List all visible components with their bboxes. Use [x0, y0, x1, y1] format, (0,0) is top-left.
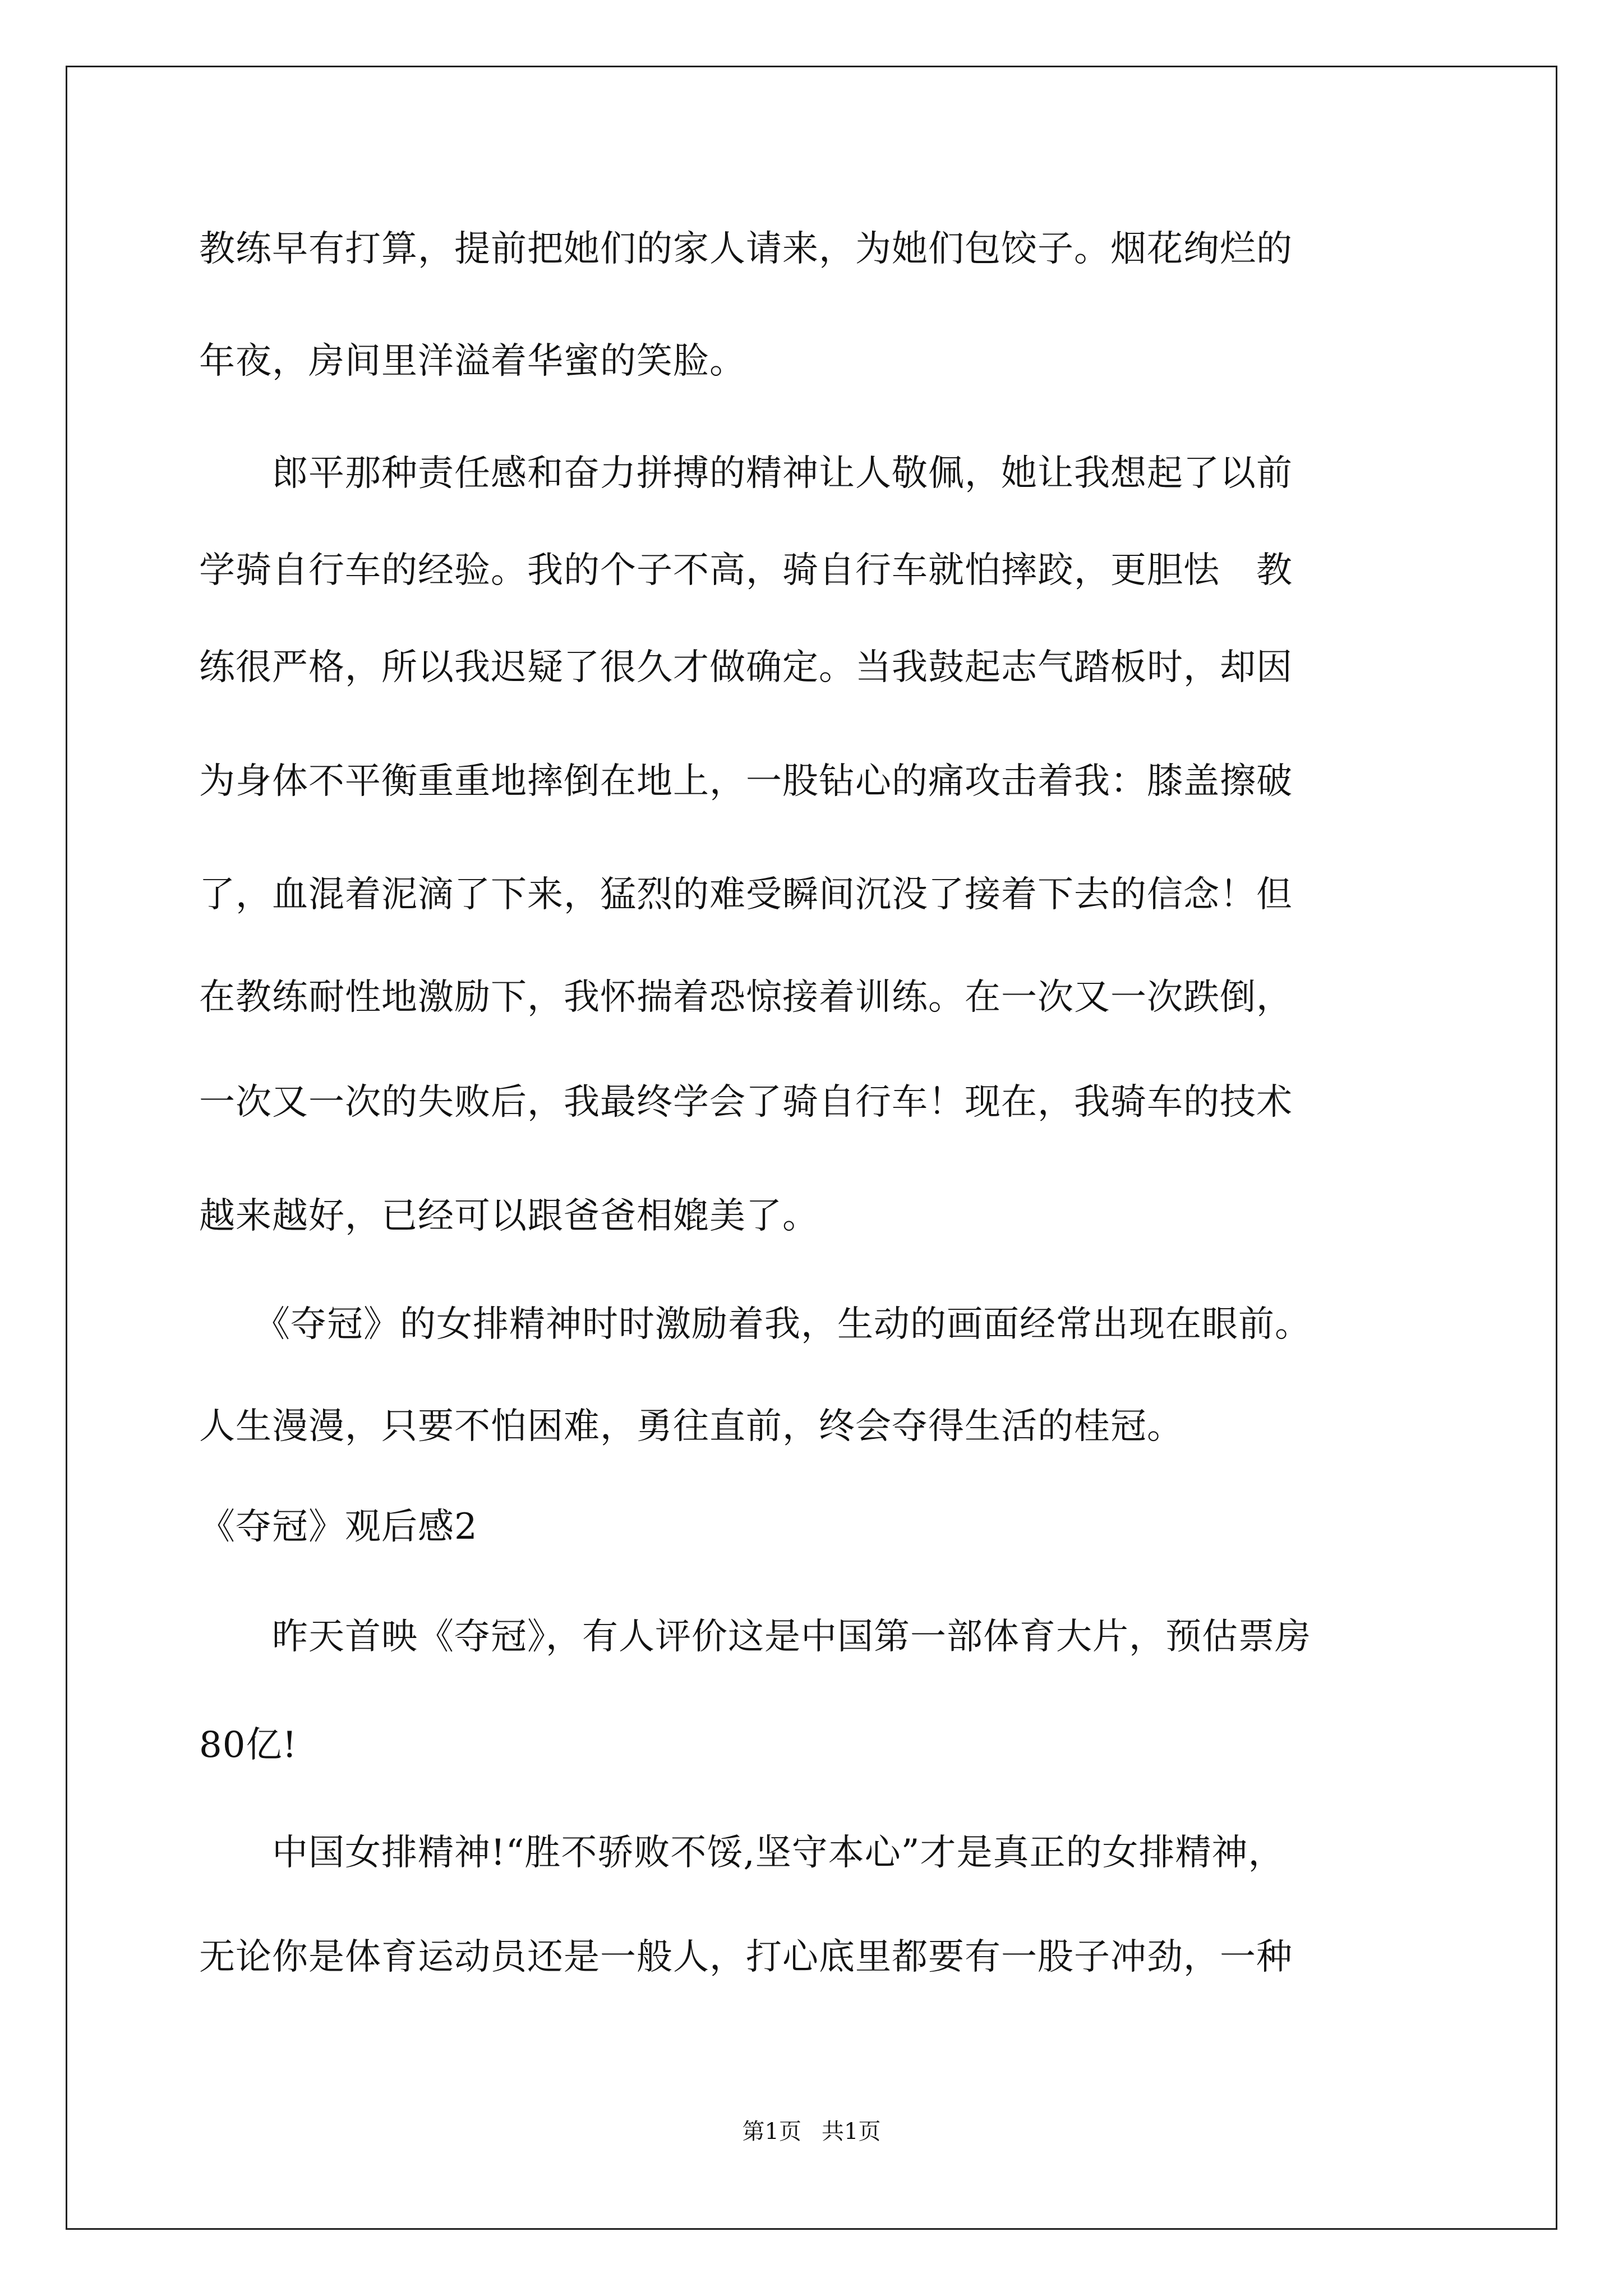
- paragraph-line: 了，血混着泥滴了下来，猛烈的难受瞬间沉没了接着下去的信念！但: [199, 874, 1293, 915]
- page-total: 共1页: [822, 2119, 881, 2145]
- paragraph-line: 一次又一次的失败后，我最终学会了骑自行车！现在，我骑车的技术: [199, 1082, 1293, 1123]
- page-number: 第1页: [742, 2119, 801, 2145]
- paragraph-line: 年夜，房间里洋溢着华蜜的笑脸。: [199, 341, 746, 382]
- paragraph-line: 昨天首映《夺冠》，有人评价这是中国第一部体育大片，预估票房: [199, 1616, 1311, 1658]
- paragraph-line: 教练早有打算，提前把她们的家人请来，为她们包饺子。烟花绚烂的: [199, 228, 1293, 270]
- paragraph-line: 为身体不平衡重重地摔倒在地上，一股钻心的痛攻击着我：膝盖擦破: [199, 761, 1293, 802]
- paragraph-line: 《夺冠》的女排精神时时激励着我，生动的画面经常出现在眼前。: [199, 1304, 1311, 1345]
- paragraph-line: 中国女排精神!“胜不骄败不馁,坚守本心”才是真正的女排精神，: [199, 1832, 1285, 1874]
- section-heading: 《夺冠》观后感2: [199, 1506, 478, 1548]
- paragraph-line: 越来越好，已经可以跟爸爸相媲美了。: [199, 1195, 819, 1237]
- paragraph-line: 80亿!: [199, 1724, 298, 1766]
- paragraph-line: 人生漫漫，只要不怕困难，勇往直前，终会夺得生活的桂冠。: [199, 1406, 1183, 1447]
- paragraph-line: 在教练耐性地激励下，我怀揣着恐惊接着训练。在一次又一次跌倒，: [199, 977, 1293, 1018]
- paragraph-line: 练很严格，所以我迟疑了很久才做确定。当我鼓起志气踏板时，却因: [199, 647, 1293, 688]
- page-footer: [0, 2118, 1623, 2146]
- paragraph-line: 郎平那种责任感和奋力拼搏的精神让人敬佩，她让我想起了以前: [199, 453, 1293, 494]
- page-border: [66, 66, 1557, 2230]
- paragraph-line: 学骑自行车的经验。我的个子不高，骑自行车就怕摔跤，更胆怯 教: [199, 550, 1293, 591]
- paragraph-line: 无论你是体育运动员还是一般人，打心底里都要有一股子冲劲，一种: [199, 1936, 1293, 1978]
